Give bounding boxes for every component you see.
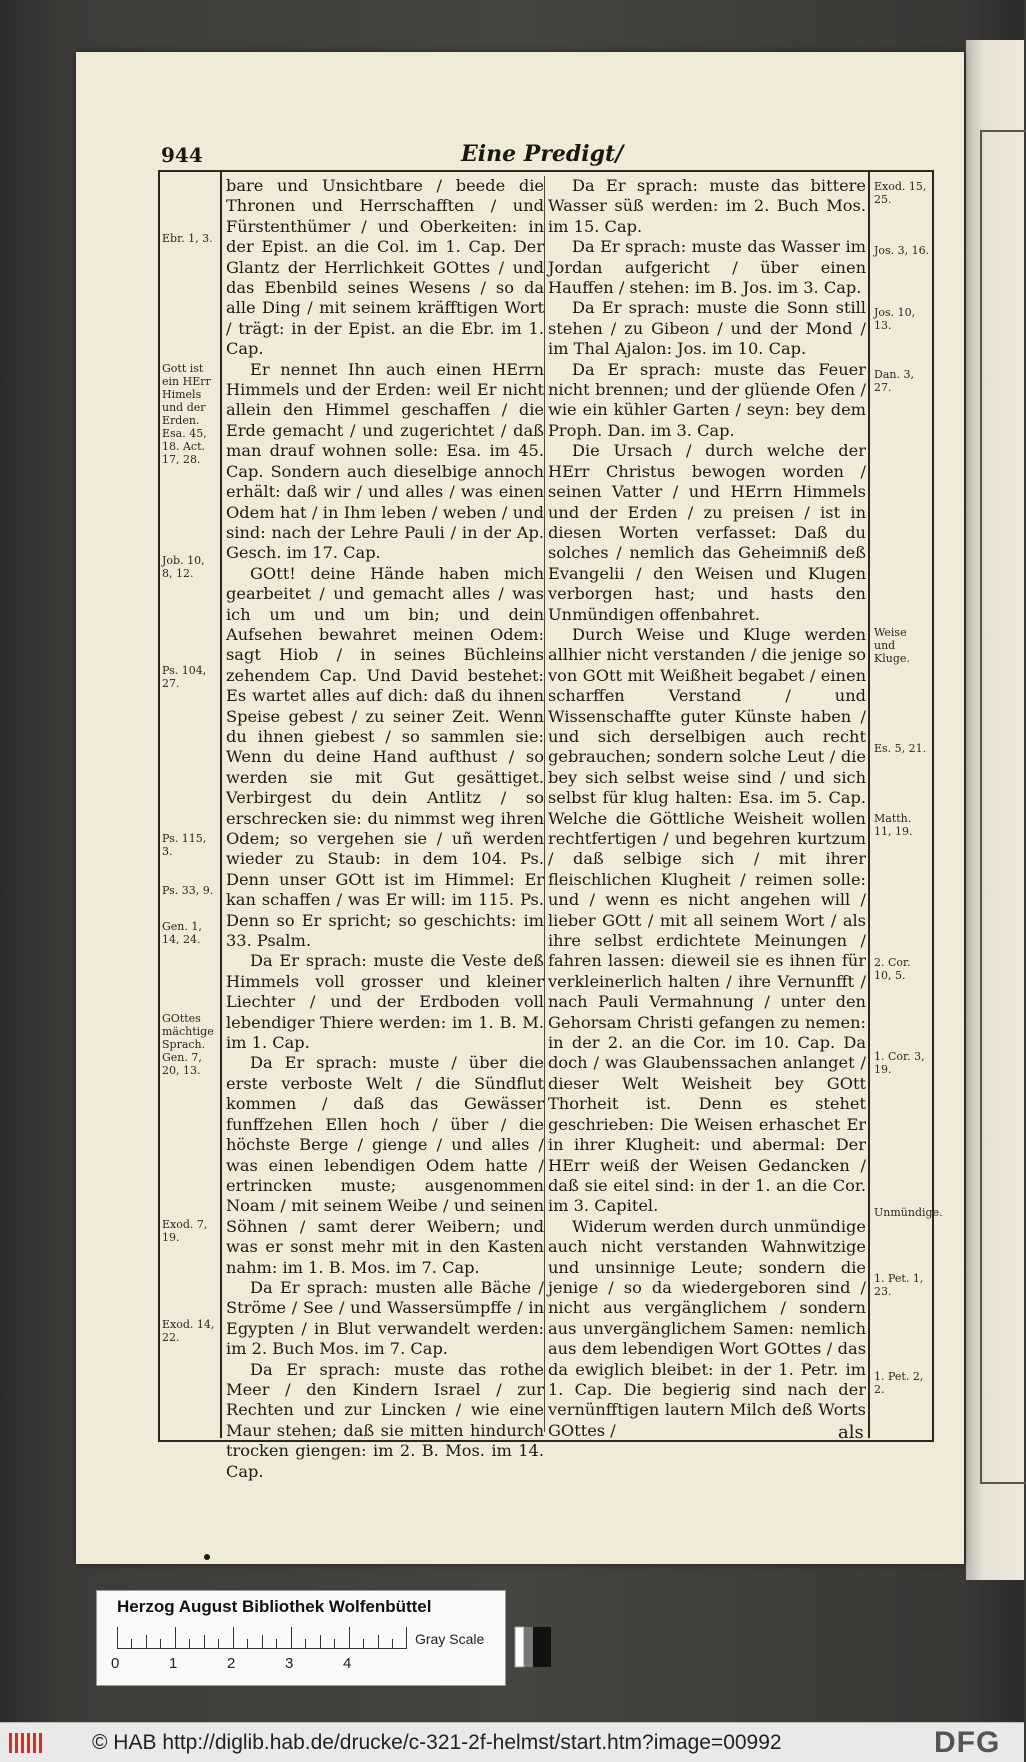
scale-number: 4	[343, 1655, 352, 1672]
margin-note: 1. Cor. 3, 19.	[874, 1050, 925, 1076]
margin-note: Es. 5, 21.	[874, 742, 927, 755]
margin-note: Job. 10, 8, 12.	[162, 554, 205, 580]
paragraph: bare und Unsichtbare / beede die Thronen und Herrschafften / und Fürstenthümer / und Oberkeiten: in der Epist. an die Col. im 1. Cap. Der Glantz der Herrlichkeit GOttes / und das Ebenbild seines Wesens / so da alle Ding / mit seinem kräfftigen Wort / trägt: in der Epist. an die Ebr. im 1. Cap.	[226, 176, 544, 359]
paragraph: Er nennet Ihn auch einen HErrn Himmels und der Erden: weil Er nicht allein den Himmel geschaffen / die Erde gemacht / und zugerichtet / daß man drauf wohnen solle: Esa. im 45. Cap. Sondern auch dieselbige annoch erhält: daß wir / und alles / was einen Odem hat / in Ihm leben / weben / und sind: nach der Lehre Pauli / in der Ap. Gesch. im 17. Cap.	[226, 359, 544, 563]
margin-note: Exod. 15, 25.	[874, 180, 927, 206]
viewer-footer	[0, 1722, 1024, 1762]
margin-note: Ps. 33, 9.	[162, 884, 214, 897]
scan-mark	[204, 1554, 210, 1560]
text-column-left	[226, 176, 544, 1481]
paragraph: GOtt! deine Hände haben mich gearbeitet / und gemacht alles / was ich um und um bin; und dein Aufsehen bewahret meinen Odem: sagt Hiob / in seines Büchleins zehendem Cap. Und David bestehet: Es wartet alles auf dich: daß du ihnen Speise gebest / zu seiner Zeit. Wenn du ihnen giebest / so sammlen sie: Wenn du deine Hand aufthust / so werden sie mit Gut gesättiget. Verbirgest du dein Antlitz / so erschrecken sie: du nimmst weg ihren Odem; so vergehen sie / uñ werden wieder zu Staub: in dem 104. Ps. Denn unser GOtt ist im Himmel: Er kan schaffen / was Er will: im 115. Ps. Denn so Er spricht; so geschichts: im 33. Psalm.	[226, 563, 544, 951]
margin-note: Ps. 104, 27.	[162, 664, 207, 690]
gray-scale-label: Gray Scale	[415, 1631, 485, 1647]
source-url-link[interactable]: © HAB http://diglib.hab.de/drucke/c-321-2f-helmst/start.htm?image=00992	[92, 1731, 782, 1754]
left-margin-rule	[220, 170, 222, 1438]
adjacent-page-edge	[966, 40, 1024, 1580]
margin-note: GOttes mächtige Sprach. Gen. 7, 20, 13.	[162, 1012, 214, 1077]
margin-note: Dan. 3, 27.	[874, 368, 914, 394]
running-header	[161, 143, 861, 171]
margin-note: Jos. 3, 16.	[874, 244, 930, 257]
dfg-logo: DFG	[934, 1726, 1001, 1759]
margin-note: Exod. 7, 19.	[162, 1218, 208, 1244]
margin-note: 1. Pet. 1, 23.	[874, 1272, 924, 1298]
column-separator	[544, 176, 545, 1432]
scale-number: 1	[169, 1655, 178, 1672]
margin-note: Jos. 10, 13.	[874, 306, 916, 332]
margin-note: Ebr. 1, 3.	[162, 232, 213, 245]
paragraph: Da Er sprach: muste das rothe Meer / den Kindern Israel / zur Rechten und zur Lincken / wie eine Maur stehen; daß sie mitten hindurch trocken giengen: im 2. B. Mos. im 14. Cap.	[226, 1359, 544, 1481]
scale-number: 0	[111, 1655, 120, 1672]
margin-note: Gen. 1, 14, 24.	[162, 920, 202, 946]
library-color-card	[96, 1590, 506, 1686]
hab-logo-icon	[8, 1731, 48, 1755]
text-column-right	[548, 176, 866, 1440]
paragraph: Da Er sprach: muste die Veste deß Himmels voll grosser und kleiner Liechter / und der Erdboden voll lebendiger Thiere werden: im 1. B. M. im 1. Cap.	[226, 951, 544, 1053]
margin-note: Gott ist ein HErr Himels und der Erden. Esa. 45, 18. Act. 17, 28.	[162, 362, 211, 466]
paragraph: Da Er sprach: musten alle Bäche / Ströme / See / und Wassersümpffe / in Egypten / in Blut verwandelt werden: im 2. Buch Mos. im 7. Cap.	[226, 1277, 544, 1359]
margin-note: Ps. 115, 3.	[162, 832, 207, 858]
margin-note: 2. Cor. 10, 5.	[874, 956, 911, 982]
page-number: 944	[161, 143, 203, 167]
paragraph: Widerum werden durch unmündige auch nicht verstanden Wahnwitzige und unsinnige Leute; sondern die jenige / so da wiedergeboren sind / nicht aus vergänglichem / sondern aus unvergänglichem Samen: nemlich aus dem lebendigen Wort GOttes / das da ewiglich bleibet: in der 1. Petr. im 1. Cap. Die begierig sind nach der vernünfftigen lautern Milch deß Worts GOttes /	[548, 1216, 866, 1440]
catchword: als	[838, 1422, 864, 1443]
paragraph: Da Er sprach: muste das Wasser im Jordan aufgericht / über einen Hauffen / stehen: im B. Jos. im 3. Cap.	[548, 237, 866, 298]
margin-note: Unmündige.	[874, 1206, 943, 1219]
margin-note: Matth. 11, 19.	[874, 812, 913, 838]
gray-scale-swatch	[515, 1627, 551, 1667]
margin-note: Weise und Kluge.	[874, 626, 910, 665]
paragraph: Die Ursach / durch welche der HErr Christus bewogen worden / seinen Vatter / und HErrn Himmels und der Erden / zu preisen / ist in diesen Worten verfasset: Daß du solches / nemlich das Geheimniß deß Evangelii / den Weisen und Klugen verborgen hast; und hasts den Unmündigen offenbahret.	[548, 441, 866, 624]
scale-number: 3	[285, 1655, 294, 1672]
paragraph: Da Er sprach: muste das Feuer nicht brennen; und der glüende Ofen / wie ein kühler Garten / seyn: bey dem Proph. Dan. im 3. Cap.	[548, 359, 866, 440]
paragraph: Da Er sprach: muste / über die erste verboste Welt / die Sündflut kommen / daß das Gewässer funffzehen Ellen hoch / über / die höchste Berge / gienge / und alles / was einen lebendigen Odem hatte / ertrincken muste; ausgenommen Noam / mit seinem Weibe / und seinen Söhnen / samt derer Weibern; und was er sonst mehr mit in den Kasten nahm: im 1. B. Mos. im 7. Cap.	[226, 1053, 544, 1277]
page-title: Eine Predigt/	[461, 141, 624, 167]
scale-ruler	[117, 1627, 407, 1649]
paragraph: Da Er sprach: muste das bittere Wasser süß werden: im 2. Buch Mos. im 15. Cap.	[548, 176, 866, 236]
margin-note: Exod. 14, 22.	[162, 1318, 215, 1344]
paragraph: Da Er sprach: muste die Sonn still stehen / zu Gibeon / und der Mond / im Thal Ajalon: Jos. im 10. Cap.	[548, 298, 866, 359]
right-margin-rule	[868, 170, 870, 1438]
paragraph: Durch Weise und Kluge werden allhier nicht verstanden / die jenige so von GOtt mit Weißheit begabet / einen scharffen Verstand / und Wissenschaffte guter Künste haben / und sich derselbigen auch recht gebrauchen; sondern solche Leut / die bey sich selbst weise sind / und sich selbst für klug halten: Esa. im 5. Cap. Welche die Göttliche Weisheit wollen rechtfertigen / und begehren kurtzum / daß selbige sich / mit ihrer fleischlichen Klugheit / reimen solle: und / wenn es nicht angehen will / lieber GOtt / mit all seinem Wort / als ihre selbst erdichtete Meinungen / fahren lassen: dieweil sie es ihnen für verkleinerlich halten / ihre Vernunfft / nach Pauli Vermahnung / unter den Gehorsam Christi gefangen zu nemen: in der 2. an die Cor. im 10. Cap. Da doch / was Glaubenssachen anlanget / dieser Welt Weisheit bey GOtt Thorheit ist. Denn es stehet geschrieben: Die Weisen erhaschet Er in ihrer Klugheit: und abermal: Der HErr weiß der Weisen Gedancken / daß sie eitel sind: in der 1. an die Cor. im 3. Capitel.	[548, 624, 866, 1216]
library-name: Herzog August Bibliothek Wolfenbüttel	[117, 1597, 432, 1616]
scale-number: 2	[227, 1655, 236, 1672]
margin-note: 1. Pet. 2, 2.	[874, 1370, 924, 1396]
